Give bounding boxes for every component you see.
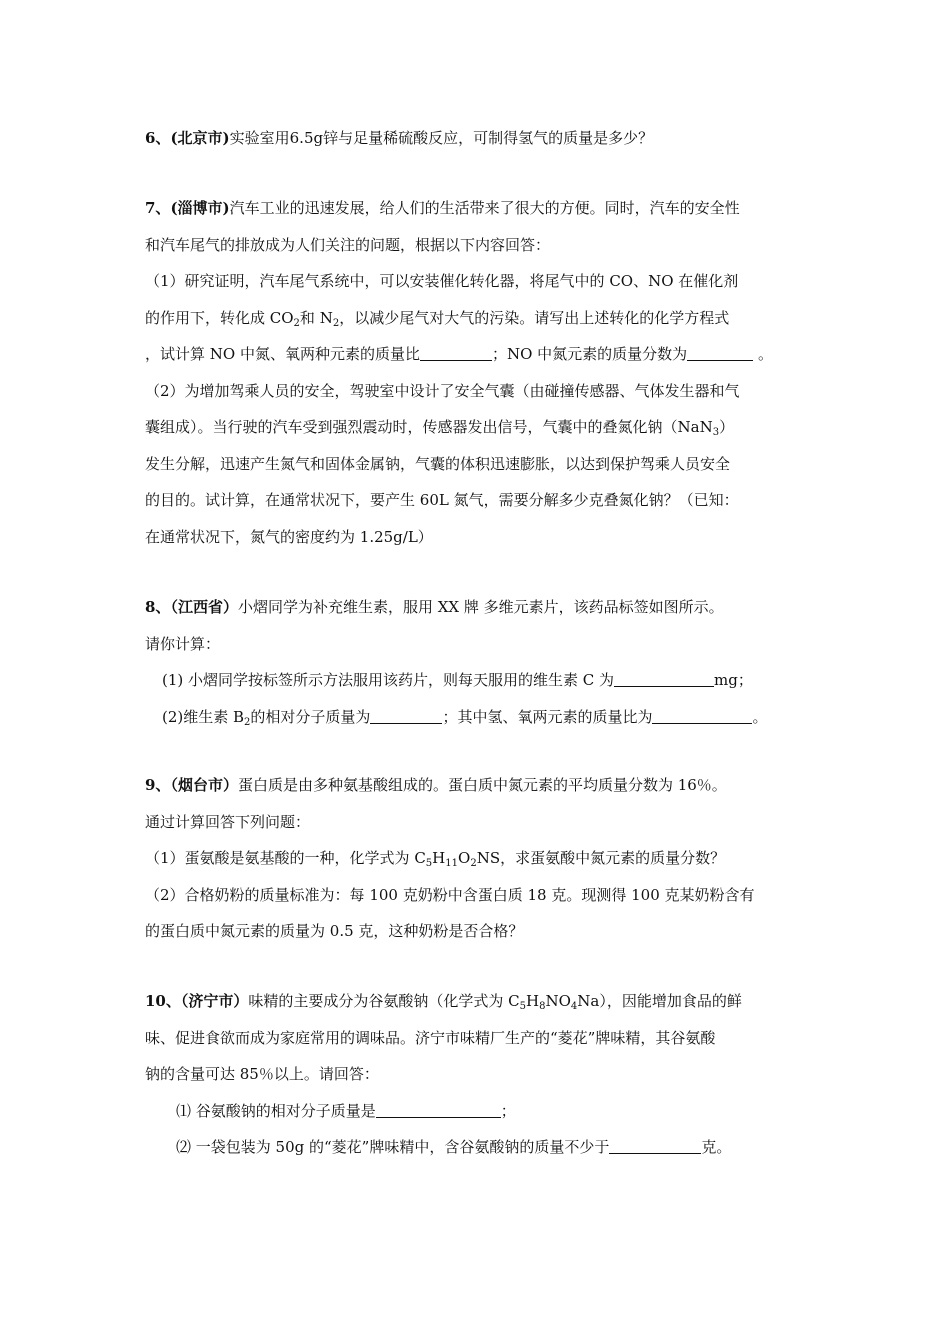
question-source: （烟台市）	[170, 776, 238, 794]
question-number: 10、	[145, 992, 181, 1010]
question-9-line-1	[145, 775, 727, 795]
text-segment: H	[526, 992, 540, 1010]
text-segment: ⑵ 一袋包装为 50g 的“菱花”牌味精中，含谷氨酸钠的质量不少于	[176, 1138, 610, 1156]
subscript: 2	[244, 717, 251, 728]
question-number: 8、	[145, 598, 171, 616]
question-10-line-2: 味、促进食欲而成为家庭常用的调味品。济宁市味精厂生产的“菱花”牌味精，其谷氨酸	[145, 1029, 716, 1047]
question-text: 小熠同学为补充维生素，服用 XX 牌 多维元素片，该药品标签如图所示。	[237, 598, 724, 616]
question-6	[145, 128, 653, 148]
question-7-line-5	[145, 344, 773, 364]
text-segment: （1）蛋氨酸是氨基酸的一种，化学式为 C	[145, 849, 426, 867]
question-number: 9、	[145, 776, 171, 794]
text-segment: 和 N	[299, 309, 333, 327]
answer-blank[interactable]	[370, 709, 442, 724]
question-text: 实验室用6.5g锌与足量稀硫酸反应，可制得氢气的质量是多少？	[229, 129, 654, 147]
text-segment: ，试计算 NO 中氮、氧两种元素的质量比	[145, 345, 420, 363]
text-segment: 的相对分子质量为	[250, 708, 371, 726]
question-source: (北京市)	[170, 129, 230, 147]
text-segment: ；其中氢、氧两元素的质量比为	[442, 708, 653, 726]
answer-blank[interactable]	[687, 346, 753, 361]
text-segment: 克。	[701, 1138, 732, 1156]
answer-blank[interactable]	[376, 1103, 501, 1118]
question-10-line-3: 钠的含量可达 85％以上。请回答：	[145, 1065, 379, 1083]
answer-blank[interactable]	[614, 672, 714, 687]
question-9-line-2: 通过计算回答下列问题：	[145, 813, 311, 831]
question-9-line-4: （2）合格奶粉的质量标准为：每 100 克奶粉中含蛋白质 18 克。现测得 100 克某奶粉含有	[145, 886, 755, 904]
answer-blank[interactable]	[652, 709, 752, 724]
text-segment: ；NO 中氮元素的质量分数为	[491, 345, 688, 363]
text-segment: Na），因能增加食品的鲜	[577, 992, 742, 1010]
text-segment: 囊组成）。当行驶的汽车受到强烈震动时，传感器发出信号，气囊中的叠氮化钠（NaN	[145, 418, 713, 436]
question-8-line-4	[162, 707, 767, 733]
subscript: 5	[519, 1001, 527, 1012]
question-number: 6、	[145, 129, 171, 147]
question-8-line-3	[162, 670, 753, 690]
question-7-line-4	[145, 308, 729, 334]
question-7-line-7	[145, 417, 734, 443]
question-10-line-1	[145, 991, 742, 1017]
subscript: 4	[570, 1001, 578, 1012]
answer-blank[interactable]	[420, 346, 492, 361]
subscript: 11	[445, 858, 458, 869]
question-source: （江西省）	[170, 598, 238, 616]
question-7-line-8: 发生分解，迅速产生氮气和固体金属钠，气囊的体积迅速膨胀，以达到保护驾乘人员安全	[145, 455, 731, 473]
text-segment: NO	[545, 992, 571, 1010]
text-segment: NS，求蛋氨酸中氮元素的质量分数？	[476, 849, 726, 867]
text-segment: ；	[500, 1102, 516, 1120]
text-segment: O	[458, 849, 471, 867]
question-source: (淄博市)	[170, 199, 230, 217]
question-7-line-6: （2）为增加驾乘人员的安全，驾驶室中设计了安全气囊（由碰撞传感器、气体发生器和气	[145, 382, 740, 400]
subscript: 2	[470, 858, 477, 869]
question-8-line-1	[145, 597, 724, 617]
answer-blank[interactable]	[609, 1139, 701, 1154]
question-text: 汽车工业的迅速发展，给人们的生活带来了很大的方便。同时，汽车的安全性	[229, 199, 740, 217]
text-segment: 。	[753, 345, 773, 363]
question-7-line-10: 在通常状况下，氮气的密度约为 1.25g/L）	[145, 528, 433, 546]
text-segment: H	[432, 849, 446, 867]
text-segment: 的作用下，转化成 CO	[145, 309, 294, 327]
text-segment: ，以减少尾气对大气的污染。请写出上述转化的化学方程式	[339, 309, 730, 327]
question-9-line-3	[145, 848, 725, 874]
question-7-line-2: 和汽车尾气的排放成为人们关注的问题，根据以下内容回答：	[145, 236, 551, 254]
question-7-line-1	[145, 198, 740, 218]
question-text: 蛋白质是由多种氨基酸组成的。蛋白质中氮元素的平均质量分数为 16％。	[237, 776, 727, 794]
subscript: 2	[293, 318, 300, 329]
subscript: 5	[425, 858, 433, 869]
text-segment: mg；	[714, 671, 753, 689]
question-7-line-3: （1）研究证明，汽车尾气系统中，可以安装催化转化器，将尾气中的 CO、NO 在催化剂	[145, 272, 739, 290]
question-number: 7、	[145, 199, 171, 217]
text-segment: (2)维生素 B	[162, 708, 245, 726]
question-8-line-2: 请你计算：	[145, 635, 221, 653]
text-segment: ⑴ 谷氨酸钠的相对分子质量是	[176, 1102, 376, 1120]
question-10-line-4	[176, 1101, 516, 1121]
subscript: 8	[539, 1001, 546, 1012]
subscript: 3	[712, 427, 720, 438]
text-segment: 。	[752, 708, 768, 726]
question-7-line-9: 的目的。试计算，在通常状况下，要产生 60L 氮气，需要分解多少克叠氮化钠？（已知：	[145, 491, 739, 509]
question-source: （济宁市）	[180, 992, 249, 1010]
text-segment: (1) 小熠同学按标签所示方法服用该药片，则每天服用的维生素 C 为	[162, 671, 615, 689]
question-9-line-5: 的蛋白质中氮元素的质量为 0.5 克，这种奶粉是否合格？	[145, 922, 524, 940]
subscript: 2	[332, 318, 340, 329]
question-10-line-5	[176, 1137, 731, 1157]
text-segment: ）	[719, 418, 735, 436]
question-text: 味精的主要成分为谷氨酸钠（化学式为 C	[248, 992, 520, 1010]
